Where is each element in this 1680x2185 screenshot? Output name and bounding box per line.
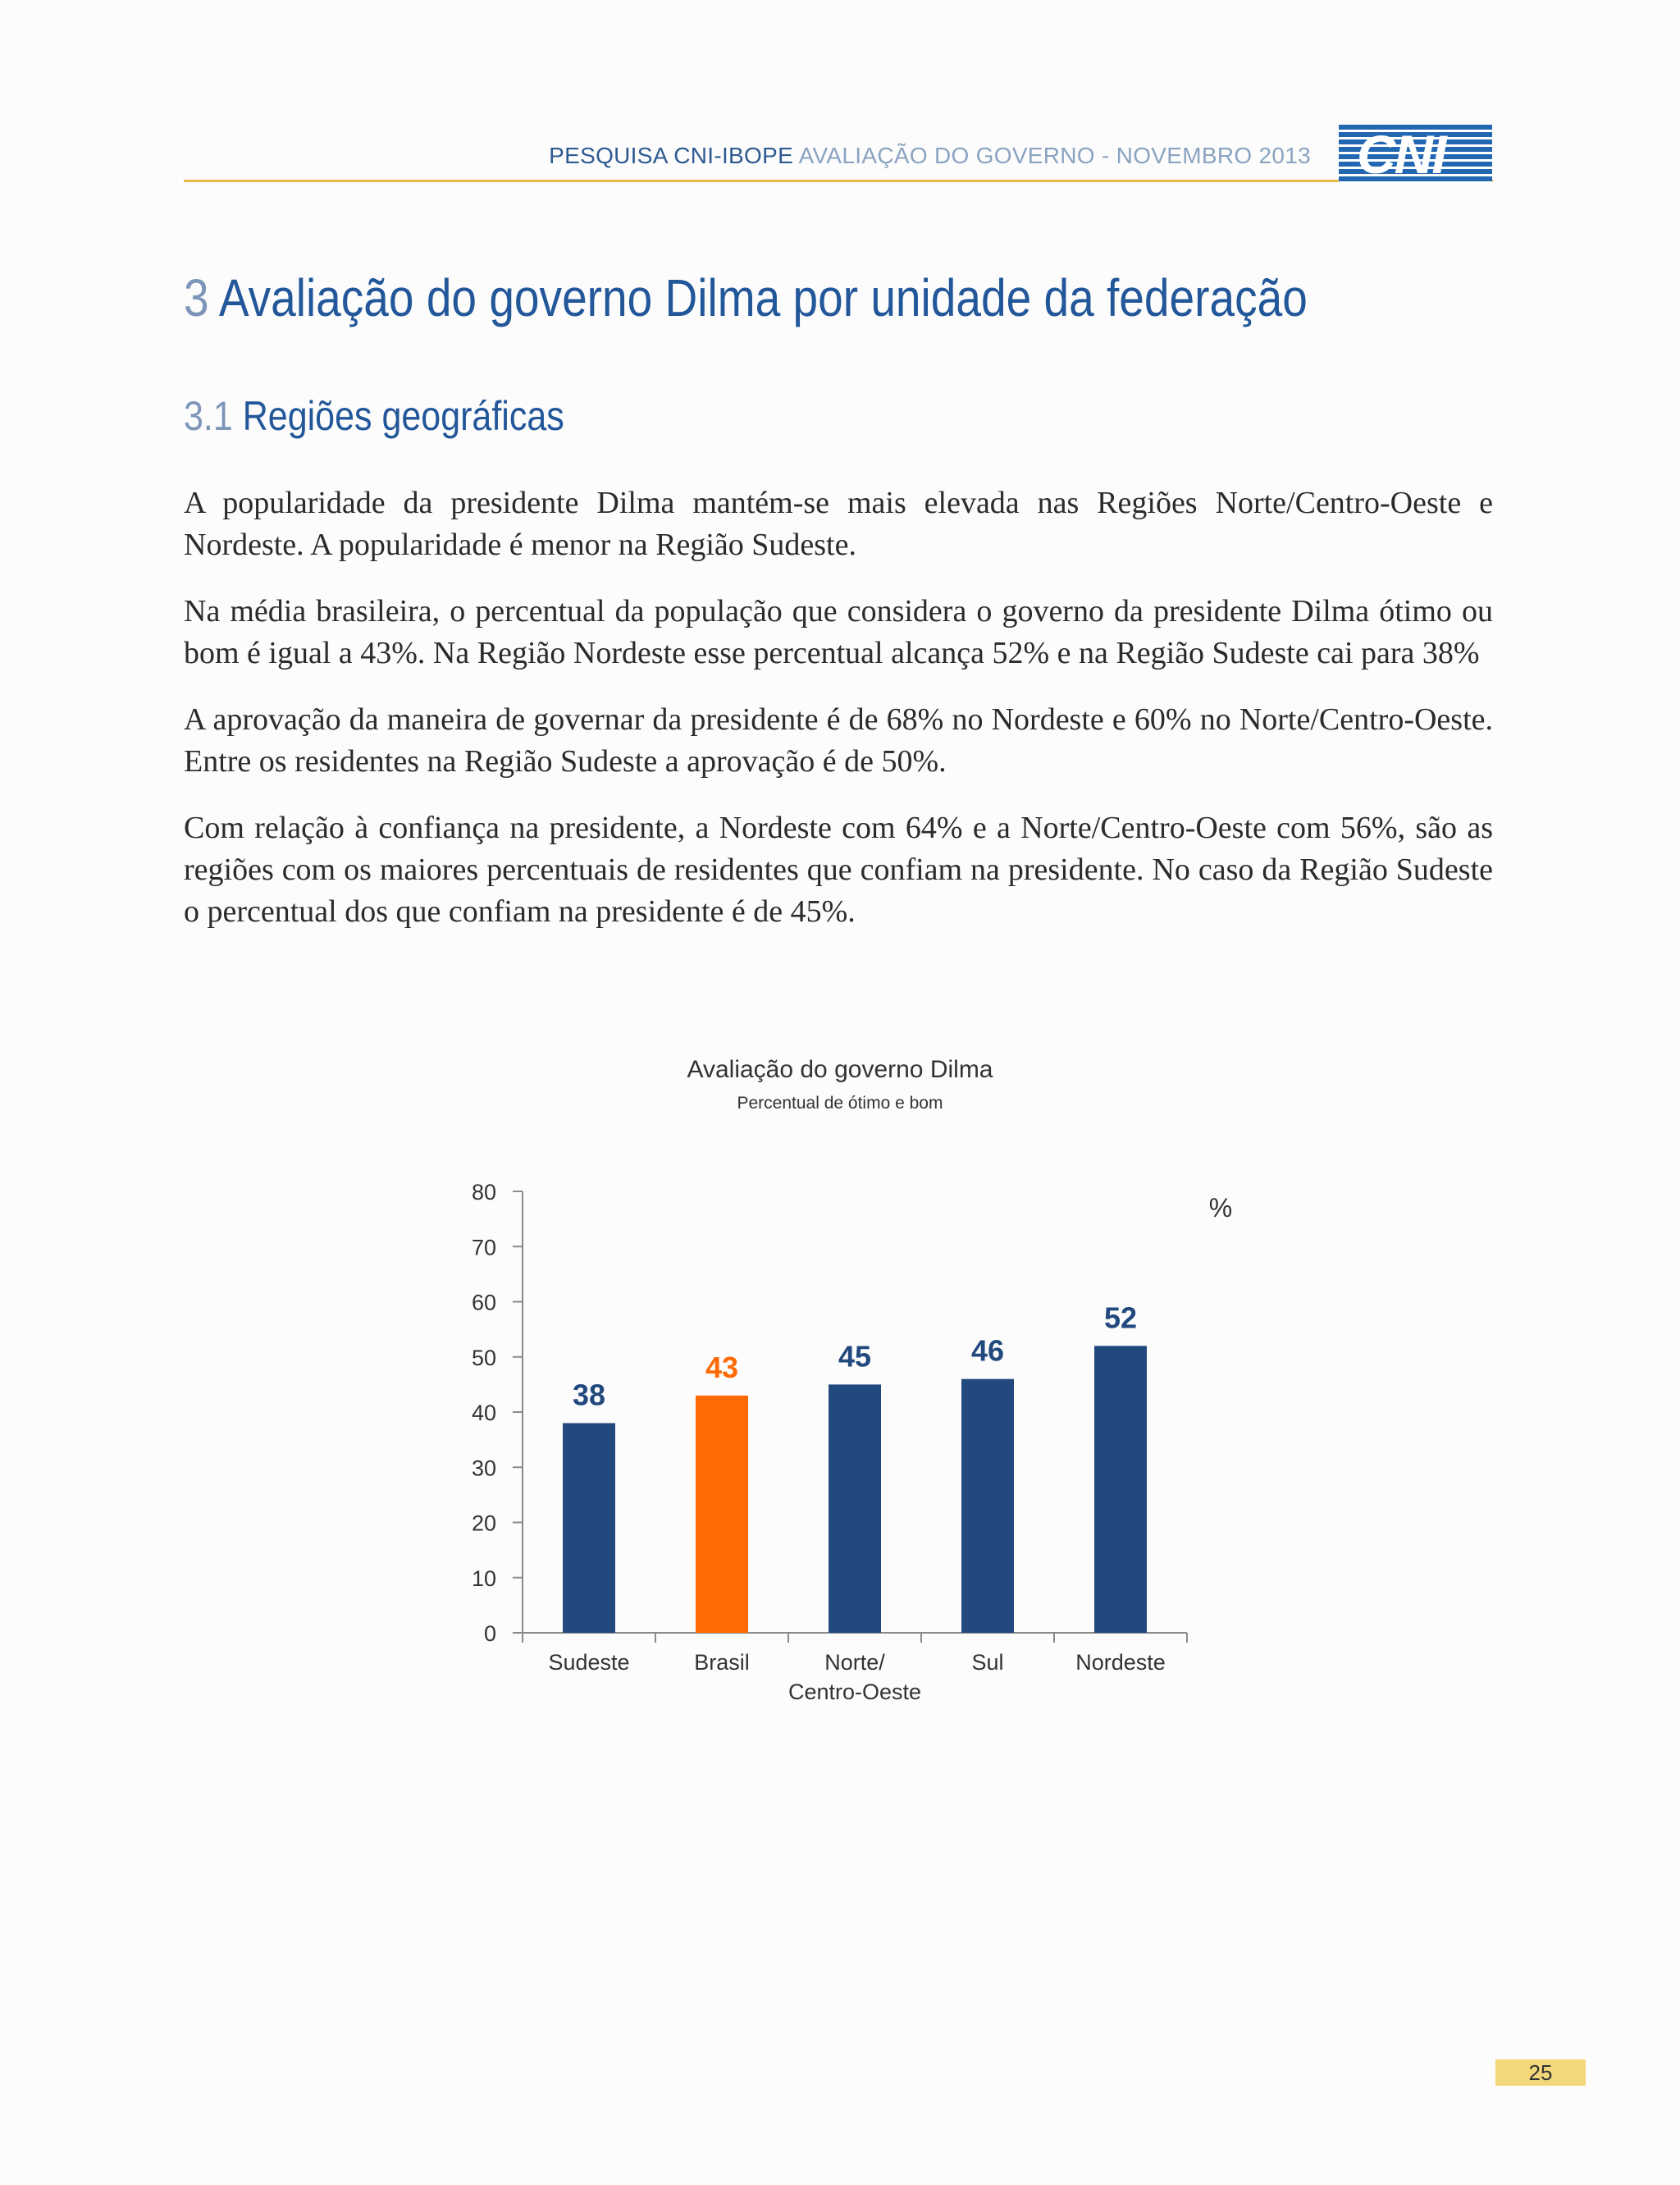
bar [961,1379,1014,1633]
y-tick-label: 60 [471,1290,496,1315]
x-tick-label: Sudeste [548,1650,630,1675]
x-tick-label: Nordeste [1075,1650,1166,1675]
bar [1094,1346,1147,1633]
section-number: 3 [184,268,209,327]
data-label: 46 [970,1333,1005,1368]
logo-text: CNI [1357,124,1445,185]
subsection-number: 3.1 [184,393,233,439]
subsection-title: Regiões geográficas [242,393,564,439]
header-survey-name: PESQUISA CNI-IBOPE [549,143,794,168]
page-number-box [1495,2059,1586,2086]
y-tick-label: 80 [471,1180,496,1204]
data-label: 38 [572,1378,606,1412]
y-tick-label: 0 [483,1621,496,1646]
paragraph: Na média brasileira, o percentual da população que considera o governo da presidente Dilma ótimo ou bom é igual a 43%. Na Região Nordeste esse percentual alcança 52% e na Região Sudeste cai para 38% [184,594,1493,670]
chart-title: Avaliação do governo Dilma [687,1056,993,1083]
data-label: 52 [1103,1300,1138,1335]
section-title: Avaliação do governo Dilma por unidade da federação [218,268,1308,327]
y-tick-label: 30 [471,1456,496,1481]
y-tick-label: 70 [471,1235,496,1260]
bar [829,1384,881,1633]
x-tick-label: Centro-Oeste [788,1680,922,1704]
x-tick-label: Norte/ [824,1650,885,1675]
x-tick-label: Brasil [694,1650,750,1675]
header-report-title: AVALIAÇÃO DO GOVERNO - NOVEMBRO 2013 [798,143,1311,168]
paragraph: A aprovação da maneira de governar da presidente é de 68% no Nordeste e 60% no Norte/Centro-Oeste. Entre os residentes na Região Sudeste a aprovação é de 50%. [184,702,1493,779]
chart-subtitle: Percentual de ótimo e bom [737,1094,943,1113]
data-label: 43 [705,1350,739,1384]
page-number: 25 [1528,2060,1553,2085]
y-tick-label: 50 [471,1345,496,1370]
bar [563,1423,615,1633]
x-tick-label: Sul [971,1650,1004,1675]
y-tick-label: 10 [471,1566,496,1591]
y-tick-label: 20 [471,1511,496,1536]
unit-label: % [1208,1193,1233,1223]
bar [696,1396,748,1633]
y-tick-label: 40 [471,1401,496,1425]
paragraph: Com relação à confiança na presidente, a Nordeste com 64% e a Norte/Centro-Oeste com 56%, são as regiões com os maiores percentuais de residentes que confiam na presidente. No caso da Região Sudeste o percentual dos que confiam na presidente é de 45%. [184,811,1493,929]
paragraph: A popularidade da presidente Dilma mantém-se mais elevada nas Regiões Norte/Centro-Oeste e Nordeste. A popularidade é menor na Região Sudeste. [184,486,1493,562]
data-label: 45 [838,1339,872,1374]
